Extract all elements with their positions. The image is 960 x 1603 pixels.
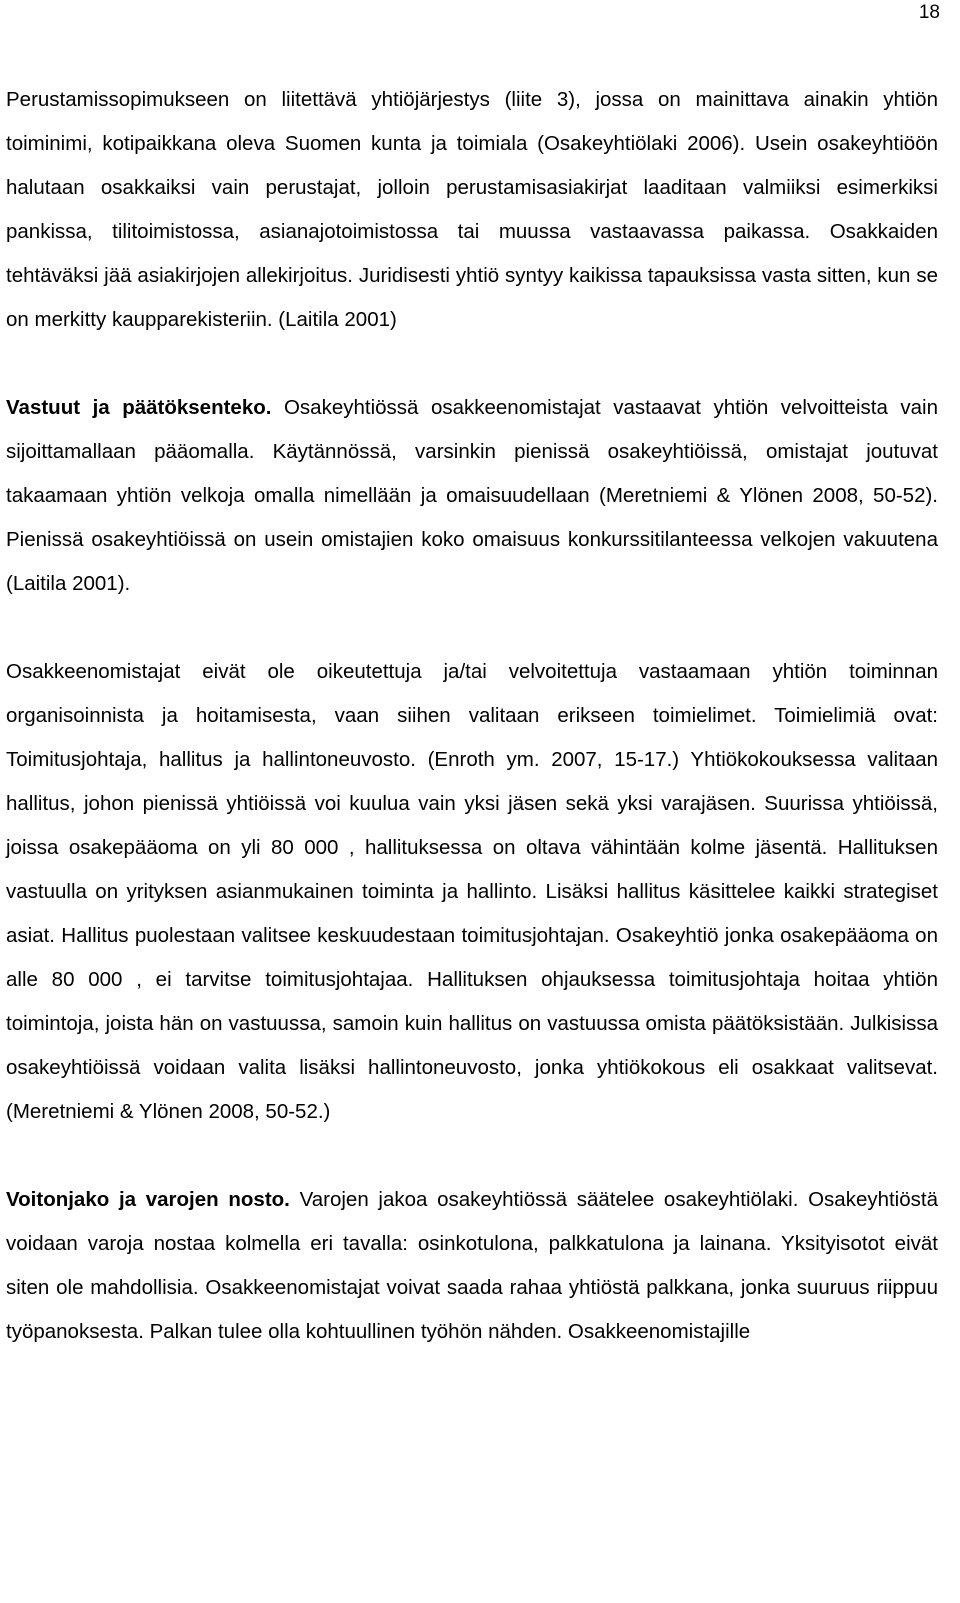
page-number: 18 xyxy=(918,2,940,23)
section-heading-profit-distribution: Voitonjako ja varojen nosto. xyxy=(6,1188,290,1211)
paragraph-text: Varojen jakoa osakeyhtiössä säätelee osakeyhtiölaki. Osakeyhtiöstä voidaan varoja nostaa kolmella eri tavalla: osinkotulona, palkkatulona ja lainana. Yksityisotot eivät siten ole mahdollisia. Osakkeenomistajat voivat saada rahaa yhtiöstä palkkana, jonka suuruus riippuu työpanoksesta. Palkan tulee olla kohtuullinen työhön nähden. Osakkeenomistajille xyxy=(6,1188,938,1343)
paragraph-text: Osakeyhtiössä osakkeenomistajat vastaavat yhtiön velvoitteista vain sijoittamallaan pääomalla. Käytännössä, varsinkin pienissä osakeyhtiöissä, omistajat joutuvat takaamaan yhtiön velkoja omalla nimellään ja omaisuudellaan (Meretniemi & Ylönen 2008, 50-52). Pienissä osakeyhtiöissä on usein omistajien koko omaisuus konkurssitilanteessa velkojen vakuutena (Laitila 2001). xyxy=(6,396,938,595)
paragraph-profit-distribution xyxy=(6,1178,938,1354)
section-heading-responsibilities: Vastuut ja päätöksenteko. xyxy=(6,396,272,419)
document-body xyxy=(6,78,938,1354)
paragraph-text: Perustamissopimukseen on liitettävä yhtiöjärjestys (liite 3), jossa on mainittava ainakin yhtiön toiminimi, kotipaikkana oleva Suomen kunta ja toimiala (Osakeyhtiölaki 2006). Usein osakeyhtiöön halutaan osakkaiksi vain perustajat, jolloin perustamisasiakirjat laaditaan valmiiksi esimerkiksi pankissa, tilitoimistossa, asianajotoimistossa tai muussa vastaavassa paikassa. Osakkaiden tehtäväksi jää asiakirjojen allekirjoitus. Juridisesti yhtiö syntyy kaikissa tapauksissa vasta sitten, kun se on merkitty kaupparekisteriin. (Laitila 2001) xyxy=(6,88,938,331)
paragraph-responsibilities xyxy=(6,386,938,606)
paragraph-founding xyxy=(6,78,938,342)
paragraph-text: Osakkeenomistajat eivät ole oikeutettuja ja/tai velvoitettuja vastaamaan yhtiön toiminnan organisoinnista ja hoitamisesta, vaan siihen valitaan erikseen toimielimet. Toimielimiä ovat: Toimitusjohtaja, hallitus ja hallintoneuvosto. (Enroth ym. 2007, 15-17.) Yhtiökokouksessa valitaan hallitus, johon pienissä yhtiöissä voi kuulua vain yksi jäsen sekä yksi varajäsen. Suurissa yhtiöissä, joissa osakepääoma on yli 80 000 , hallituksessa on oltava vähintään kolme jäsentä. Hallituksen vastuulla on yrityksen asianmukainen toiminta ja hallinto. Lisäksi hallitus käsittelee kaikki strategiset asiat. Hallitus puolestaan valitsee keskuudestaan toimitusjohtajan. Osakeyhtiö jonka osakepääoma on alle 80 000 , ei tarvitse toimitusjohtajaa. Hallituksen ohjauksessa toimitusjohtaja hoitaa yhtiön toimintoja, joista hän on vastuussa, samoin kuin hallitus on vastuussa omista päätöksistään. Julkisissa osakeyhtiöissä voidaan valita lisäksi hallintoneuvosto, jonka yhtiökokous eli osakkaat valitsevat. (Meretniemi & Ylönen 2008, 50-52.) xyxy=(6,660,938,1123)
paragraph-governance xyxy=(6,650,938,1134)
